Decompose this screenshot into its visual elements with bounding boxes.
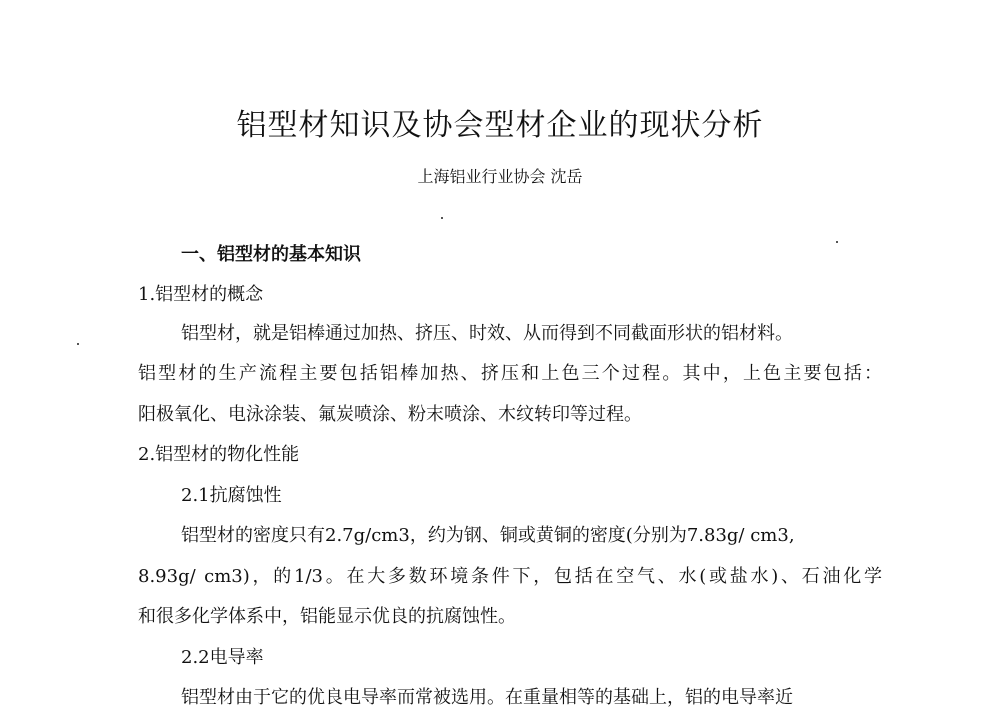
scan-speck [77,343,79,345]
subheading-properties: 2.铝型材的物化性能 [138,444,300,465]
scan-speck [836,241,838,243]
paragraph-line: 阳极氧化、电泳涂装、氟炭喷涂、粉末喷涂、木纹转印等过程。 [138,404,642,425]
document-title: 铝型材知识及协会型材企业的现状分析 [236,108,764,143]
subheading-corrosion: 2.1抗腐蚀性 [181,485,282,506]
paragraph-line: 铝型材的密度只有2.7g/cm3，约为钢、铜或黄铜的密度(分别为7.83g/ cm3, [181,525,795,546]
subheading-conductivity: 2.2电导率 [181,647,264,668]
paragraph-line: 铝型材由于它的优良电导率而常被选用。在重量相等的基础上，铝的电导率近 [181,687,793,708]
section-heading: 一、铝型材的基本知识 [181,244,361,265]
paragraph-line: 8.93g/ cm3)，的1/3。在大多数环境条件下，包括在空气、水(或盐水)、石油化学 [138,566,882,587]
scan-speck [441,217,443,219]
subheading-concept: 1.铝型材的概念 [138,284,264,305]
paragraph-line: 铝型材的生产流程主要包括铝棒加热、挤压和上色三个过程。其中，上色主要包括： [138,363,882,384]
paragraph-line: 和很多化学体系中，铝能显示优良的抗腐蚀性。 [138,606,516,627]
document-author: 上海铝业行业协会 沈岳 [417,167,583,186]
paragraph-line: 铝型材，就是铝棒通过加热、挤压、时效、从而得到不同截面形状的铝材料。 [181,323,793,344]
